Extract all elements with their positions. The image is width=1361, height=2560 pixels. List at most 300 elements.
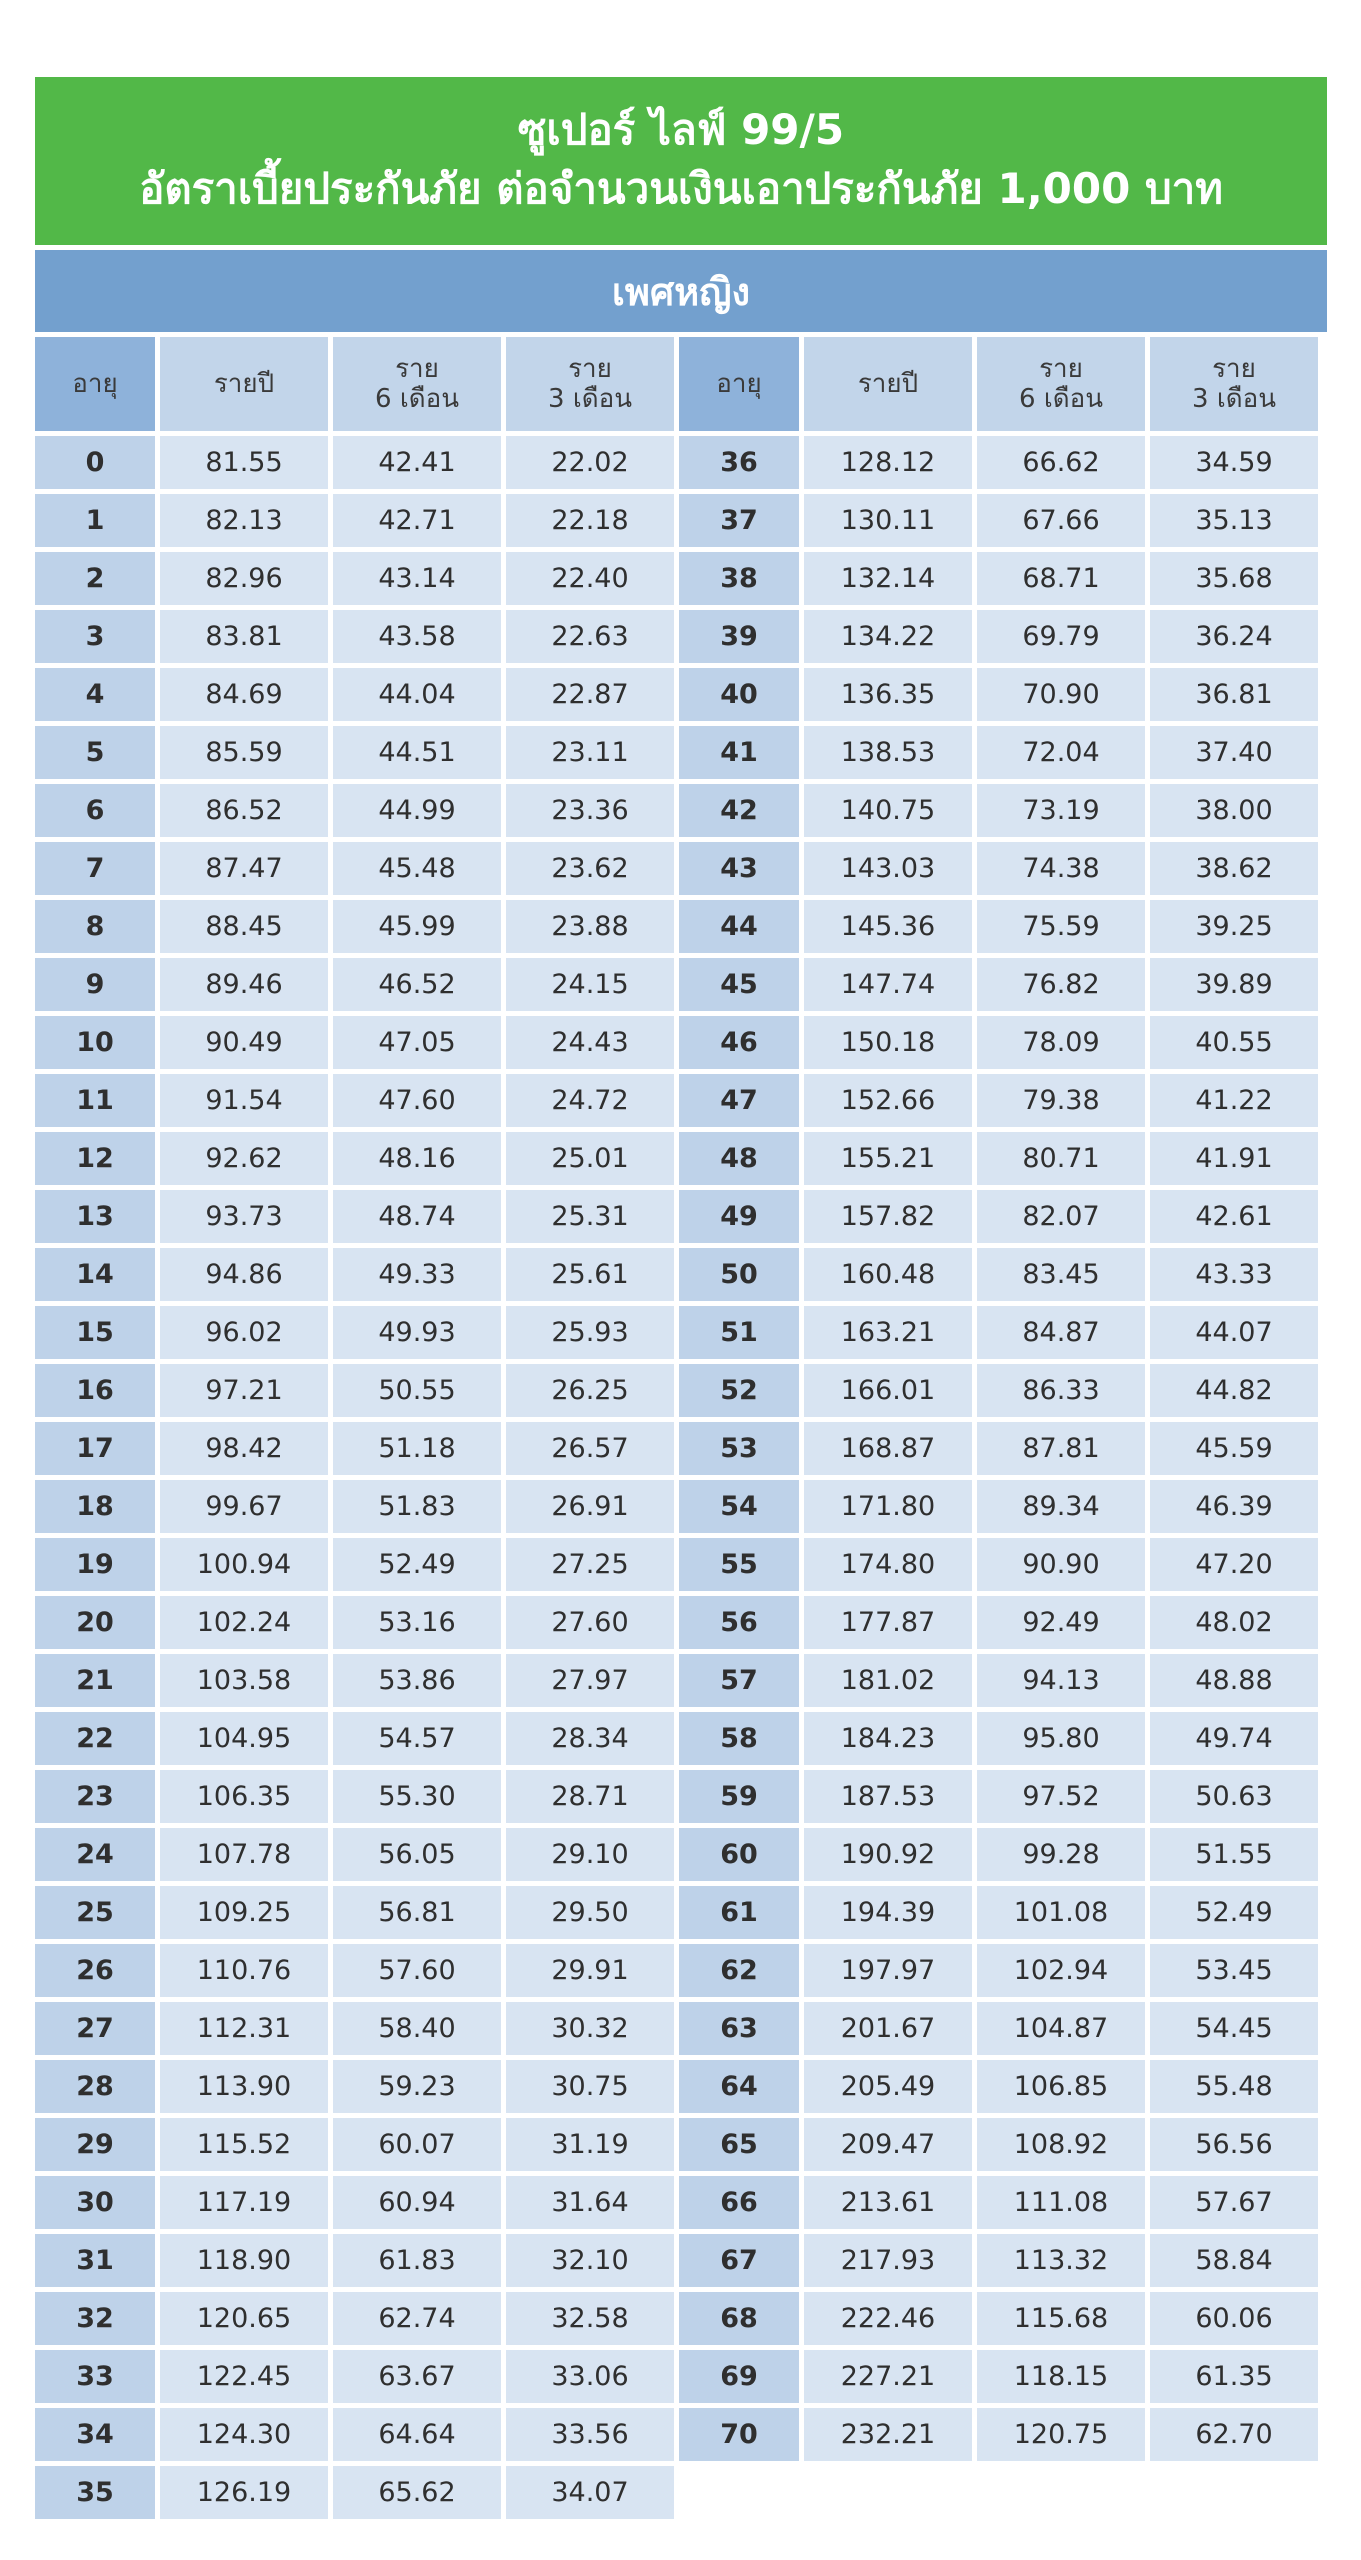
table-row [35,958,674,1011]
annual-cell: 109.25 [160,1886,328,1939]
table-row [679,494,1318,547]
table-row [35,1886,674,1939]
table-row [679,1654,1318,1707]
semiannual-cell: 120.75 [977,2408,1145,2461]
age-cell: 46 [679,1016,799,1069]
annual-cell: 209.47 [804,2118,972,2171]
semiannual-cell: 102.94 [977,1944,1145,1997]
semiannual-cell: 65.62 [333,2466,501,2519]
quarterly-cell: 53.45 [1150,1944,1318,1997]
quarterly-cell: 37.40 [1150,726,1318,779]
table-row [679,610,1318,663]
age-cell: 0 [35,436,155,489]
annual-cell: 94.86 [160,1248,328,1301]
quarterly-cell: 43.33 [1150,1248,1318,1301]
table-row [679,2060,1318,2113]
semiannual-cell: 49.93 [333,1306,501,1359]
quarterly-cell: 57.67 [1150,2176,1318,2229]
table-row [35,900,674,953]
age-cell: 40 [679,668,799,721]
age-cell: 20 [35,1596,155,1649]
table-row [679,668,1318,721]
annual-cell: 107.78 [160,1828,328,1881]
quarterly-cell: 23.36 [506,784,674,837]
semiannual-cell: 62.74 [333,2292,501,2345]
semiannual-cell: 47.60 [333,1074,501,1127]
age-cell: 44 [679,900,799,953]
annual-cell: 86.52 [160,784,328,837]
semiannual-cell: 47.05 [333,1016,501,1069]
age-cell: 38 [679,552,799,605]
semiannual-cell: 48.16 [333,1132,501,1185]
quarterly-cell: 50.63 [1150,1770,1318,1823]
semiannual-cell: 87.81 [977,1422,1145,1475]
semiannual-cell: 51.83 [333,1480,501,1533]
quarterly-cell: 22.87 [506,668,674,721]
quarterly-cell: 23.88 [506,900,674,953]
age-cell: 45 [679,958,799,1011]
table-row [35,1596,674,1649]
semiannual-cell: 53.16 [333,1596,501,1649]
annual-cell: 81.55 [160,436,328,489]
semiannual-cell: 51.18 [333,1422,501,1475]
age-cell: 5 [35,726,155,779]
annual-cell: 136.35 [804,668,972,721]
semiannual-cell: 64.64 [333,2408,501,2461]
quarterly-cell: 40.55 [1150,1016,1318,1069]
annual-cell: 102.24 [160,1596,328,1649]
age-cell: 28 [35,2060,155,2113]
table-row [35,1132,674,1185]
gender-section-header: เพศหญิง [35,250,1327,332]
annual-cell: 217.93 [804,2234,972,2287]
annual-cell: 205.49 [804,2060,972,2113]
annual-cell: 147.74 [804,958,972,1011]
age-cell: 39 [679,610,799,663]
quarterly-cell: 25.01 [506,1132,674,1185]
annual-cell: 152.66 [804,1074,972,1127]
quarterly-cell: 56.56 [1150,2118,1318,2171]
rate-tables [35,337,1327,2519]
annual-cell: 117.19 [160,2176,328,2229]
age-cell: 48 [679,1132,799,1185]
quarterly-cell: 41.22 [1150,1074,1318,1127]
age-cell: 64 [679,2060,799,2113]
age-cell: 49 [679,1190,799,1243]
col-header-semiannual: ราย 6 เดือน [333,337,501,431]
annual-cell: 227.21 [804,2350,972,2403]
semiannual-cell: 83.45 [977,1248,1145,1301]
quarterly-cell: 32.58 [506,2292,674,2345]
table-row [35,842,674,895]
rate-description: อัตราเบี้ยประกันภัย ต่อจำนวนเงินเอาประกันภัย 1,000 บาท [139,164,1223,213]
semiannual-cell: 70.90 [977,668,1145,721]
table-row [679,1538,1318,1591]
col-header-age: อายุ [679,337,799,431]
age-cell: 59 [679,1770,799,1823]
age-cell: 41 [679,726,799,779]
semiannual-cell: 42.41 [333,436,501,489]
annual-cell: 138.53 [804,726,972,779]
annual-cell: 124.30 [160,2408,328,2461]
table-row [679,1828,1318,1881]
annual-cell: 134.22 [804,610,972,663]
annual-cell: 110.76 [160,1944,328,1997]
table-row [35,1944,674,1997]
quarterly-cell: 31.19 [506,2118,674,2171]
table-row [679,1364,1318,1417]
semiannual-cell: 69.79 [977,610,1145,663]
table-row [35,726,674,779]
table-row [35,1712,674,1765]
age-cell: 3 [35,610,155,663]
table-row [35,1364,674,1417]
semiannual-cell: 101.08 [977,1886,1145,1939]
semiannual-cell: 92.49 [977,1596,1145,1649]
semiannual-cell: 54.57 [333,1712,501,1765]
table-row [679,436,1318,489]
annual-cell: 99.67 [160,1480,328,1533]
annual-cell: 84.69 [160,668,328,721]
quarterly-cell: 44.07 [1150,1306,1318,1359]
age-cell: 10 [35,1016,155,1069]
annual-cell: 91.54 [160,1074,328,1127]
quarterly-cell: 60.06 [1150,2292,1318,2345]
quarterly-cell: 32.10 [506,2234,674,2287]
age-cell: 65 [679,2118,799,2171]
quarterly-cell: 28.34 [506,1712,674,1765]
table-row [35,2176,674,2229]
annual-cell: 98.42 [160,1422,328,1475]
table-row [679,1712,1318,1765]
age-cell: 47 [679,1074,799,1127]
age-cell: 34 [35,2408,155,2461]
annual-cell: 140.75 [804,784,972,837]
quarterly-cell: 27.25 [506,1538,674,1591]
quarterly-cell: 34.07 [506,2466,674,2519]
table-row [679,1074,1318,1127]
semiannual-cell: 46.52 [333,958,501,1011]
age-cell: 31 [35,2234,155,2287]
annual-cell: 181.02 [804,1654,972,1707]
annual-cell: 174.80 [804,1538,972,1591]
table-row [679,900,1318,953]
semiannual-cell: 78.09 [977,1016,1145,1069]
table-row [35,1306,674,1359]
table-row [679,1944,1318,1997]
table-row [679,1480,1318,1533]
table-row [679,1132,1318,1185]
quarterly-cell: 29.10 [506,1828,674,1881]
table-row [35,2060,674,2113]
col-header-annual: รายปี [160,337,328,431]
quarterly-cell: 42.61 [1150,1190,1318,1243]
table-row [679,2002,1318,2055]
annual-cell: 145.36 [804,900,972,953]
age-cell: 7 [35,842,155,895]
semiannual-cell: 104.87 [977,2002,1145,2055]
age-cell: 56 [679,1596,799,1649]
age-cell: 12 [35,1132,155,1185]
annual-cell: 118.90 [160,2234,328,2287]
semiannual-cell: 94.13 [977,1654,1145,1707]
table-row [35,2408,674,2461]
age-cell: 23 [35,1770,155,1823]
age-cell: 19 [35,1538,155,1591]
semiannual-cell: 76.82 [977,958,1145,1011]
semiannual-cell: 84.87 [977,1306,1145,1359]
age-cell: 60 [679,1828,799,1881]
quarterly-cell: 31.64 [506,2176,674,2229]
semiannual-cell: 58.40 [333,2002,501,2055]
quarterly-cell: 35.68 [1150,552,1318,605]
semiannual-cell: 48.74 [333,1190,501,1243]
annual-cell: 184.23 [804,1712,972,1765]
semiannual-cell: 61.83 [333,2234,501,2287]
semiannual-cell: 59.23 [333,2060,501,2113]
age-cell: 4 [35,668,155,721]
annual-cell: 128.12 [804,436,972,489]
quarterly-cell: 26.57 [506,1422,674,1475]
age-cell: 1 [35,494,155,547]
annual-cell: 157.82 [804,1190,972,1243]
semiannual-cell: 111.08 [977,2176,1145,2229]
quarterly-cell: 34.59 [1150,436,1318,489]
quarterly-cell: 51.55 [1150,1828,1318,1881]
annual-cell: 85.59 [160,726,328,779]
table-row [35,610,674,663]
quarterly-cell: 29.50 [506,1886,674,1939]
quarterly-cell: 22.02 [506,436,674,489]
quarterly-cell: 26.91 [506,1480,674,1533]
table-row [679,842,1318,895]
age-cell: 18 [35,1480,155,1533]
semiannual-cell: 60.94 [333,2176,501,2229]
semiannual-cell: 45.48 [333,842,501,895]
age-cell: 16 [35,1364,155,1417]
semiannual-cell: 95.80 [977,1712,1145,1765]
table-row [679,784,1318,837]
table-row [679,1770,1318,1823]
semiannual-cell: 106.85 [977,2060,1145,2113]
age-cell: 37 [679,494,799,547]
quarterly-cell: 24.43 [506,1016,674,1069]
annual-cell: 197.97 [804,1944,972,1997]
quarterly-cell: 35.13 [1150,494,1318,547]
semiannual-cell: 74.38 [977,842,1145,895]
annual-cell: 104.95 [160,1712,328,1765]
semiannual-cell: 60.07 [333,2118,501,2171]
annual-cell: 103.58 [160,1654,328,1707]
table-row [35,436,674,489]
semiannual-cell: 86.33 [977,1364,1145,1417]
table-row [679,1190,1318,1243]
quarterly-cell: 48.88 [1150,1654,1318,1707]
title-banner [35,77,1327,245]
annual-cell: 132.14 [804,552,972,605]
semiannual-cell: 56.81 [333,1886,501,1939]
table-row [679,726,1318,779]
age-cell: 2 [35,552,155,605]
age-cell: 30 [35,2176,155,2229]
annual-cell: 150.18 [804,1016,972,1069]
semiannual-cell: 44.51 [333,726,501,779]
annual-cell: 122.45 [160,2350,328,2403]
semiannual-cell: 79.38 [977,1074,1145,1127]
table-row [35,1190,674,1243]
table-row [35,1770,674,1823]
table-row [35,1480,674,1533]
quarterly-cell: 23.11 [506,726,674,779]
semiannual-cell: 67.66 [977,494,1145,547]
table-row [35,1016,674,1069]
table-row [679,2176,1318,2229]
age-cell: 32 [35,2292,155,2345]
quarterly-cell: 29.91 [506,1944,674,1997]
semiannual-cell: 68.71 [977,552,1145,605]
age-cell: 22 [35,1712,155,1765]
annual-cell: 106.35 [160,1770,328,1823]
semiannual-cell: 57.60 [333,1944,501,1997]
age-cell: 68 [679,2292,799,2345]
annual-cell: 222.46 [804,2292,972,2345]
age-cell: 24 [35,1828,155,1881]
age-cell: 21 [35,1654,155,1707]
semiannual-cell: 45.99 [333,900,501,953]
table-row [35,2350,674,2403]
table-row [679,1248,1318,1301]
col-header-annual: รายปี [804,337,972,431]
quarterly-cell: 49.74 [1150,1712,1318,1765]
annual-cell: 113.90 [160,2060,328,2113]
semiannual-cell: 97.52 [977,1770,1145,1823]
semiannual-cell: 82.07 [977,1190,1145,1243]
semiannual-cell: 44.99 [333,784,501,837]
age-cell: 63 [679,2002,799,2055]
age-cell: 26 [35,1944,155,1997]
quarterly-cell: 36.81 [1150,668,1318,721]
annual-cell: 213.61 [804,2176,972,2229]
annual-cell: 88.45 [160,900,328,953]
semiannual-cell: 75.59 [977,900,1145,953]
age-cell: 69 [679,2350,799,2403]
semiannual-cell: 43.58 [333,610,501,663]
table-row [35,784,674,837]
annual-cell: 89.46 [160,958,328,1011]
quarterly-cell: 27.97 [506,1654,674,1707]
annual-cell: 143.03 [804,842,972,895]
table-row [35,1828,674,1881]
table-row [679,2350,1318,2403]
age-cell: 15 [35,1306,155,1359]
quarterly-cell: 36.24 [1150,610,1318,663]
rate-table-right [674,332,1323,2466]
semiannual-cell: 118.15 [977,2350,1145,2403]
annual-cell: 130.11 [804,494,972,547]
age-cell: 43 [679,842,799,895]
annual-cell: 115.52 [160,2118,328,2171]
semiannual-cell: 49.33 [333,1248,501,1301]
quarterly-cell: 38.00 [1150,784,1318,837]
table-row [679,1422,1318,1475]
table-row [679,552,1318,605]
table-row [679,1306,1318,1359]
age-cell: 52 [679,1364,799,1417]
annual-cell: 93.73 [160,1190,328,1243]
age-cell: 9 [35,958,155,1011]
semiannual-cell: 42.71 [333,494,501,547]
annual-cell: 201.67 [804,2002,972,2055]
age-cell: 27 [35,2002,155,2055]
quarterly-cell: 45.59 [1150,1422,1318,1475]
quarterly-cell: 33.06 [506,2350,674,2403]
age-cell: 13 [35,1190,155,1243]
annual-cell: 112.31 [160,2002,328,2055]
table-row [679,2118,1318,2171]
semiannual-cell: 108.92 [977,2118,1145,2171]
quarterly-cell: 48.02 [1150,1596,1318,1649]
age-cell: 6 [35,784,155,837]
age-cell: 61 [679,1886,799,1939]
quarterly-cell: 24.72 [506,1074,674,1127]
table-row [35,2118,674,2171]
annual-cell: 96.02 [160,1306,328,1359]
annual-cell: 126.19 [160,2466,328,2519]
annual-cell: 90.49 [160,1016,328,1069]
quarterly-cell: 44.82 [1150,1364,1318,1417]
age-cell: 35 [35,2466,155,2519]
annual-cell: 190.92 [804,1828,972,1881]
quarterly-cell: 27.60 [506,1596,674,1649]
quarterly-cell: 26.25 [506,1364,674,1417]
table-row [35,2466,674,2519]
quarterly-cell: 24.15 [506,958,674,1011]
annual-cell: 160.48 [804,1248,972,1301]
age-cell: 17 [35,1422,155,1475]
table-row [35,668,674,721]
table-row [35,1538,674,1591]
annual-cell: 92.62 [160,1132,328,1185]
age-cell: 36 [679,436,799,489]
table-row [679,958,1318,1011]
table-row [679,1596,1318,1649]
semiannual-cell: 72.04 [977,726,1145,779]
semiannual-cell: 43.14 [333,552,501,605]
annual-cell: 87.47 [160,842,328,895]
semiannual-cell: 89.34 [977,1480,1145,1533]
age-cell: 55 [679,1538,799,1591]
quarterly-cell: 25.93 [506,1306,674,1359]
table-row [679,2234,1318,2287]
age-cell: 66 [679,2176,799,2229]
quarterly-cell: 61.35 [1150,2350,1318,2403]
semiannual-cell: 52.49 [333,1538,501,1591]
annual-cell: 97.21 [160,1364,328,1417]
annual-cell: 177.87 [804,1596,972,1649]
quarterly-cell: 55.48 [1150,2060,1318,2113]
semiannual-cell: 113.32 [977,2234,1145,2287]
age-cell: 14 [35,1248,155,1301]
rate-sheet [35,77,1327,2519]
semiannual-cell: 73.19 [977,784,1145,837]
annual-cell: 171.80 [804,1480,972,1533]
quarterly-cell: 47.20 [1150,1538,1318,1591]
quarterly-cell: 30.32 [506,2002,674,2055]
quarterly-cell: 39.25 [1150,900,1318,953]
quarterly-cell: 25.31 [506,1190,674,1243]
quarterly-cell: 41.91 [1150,1132,1318,1185]
quarterly-cell: 30.75 [506,2060,674,2113]
